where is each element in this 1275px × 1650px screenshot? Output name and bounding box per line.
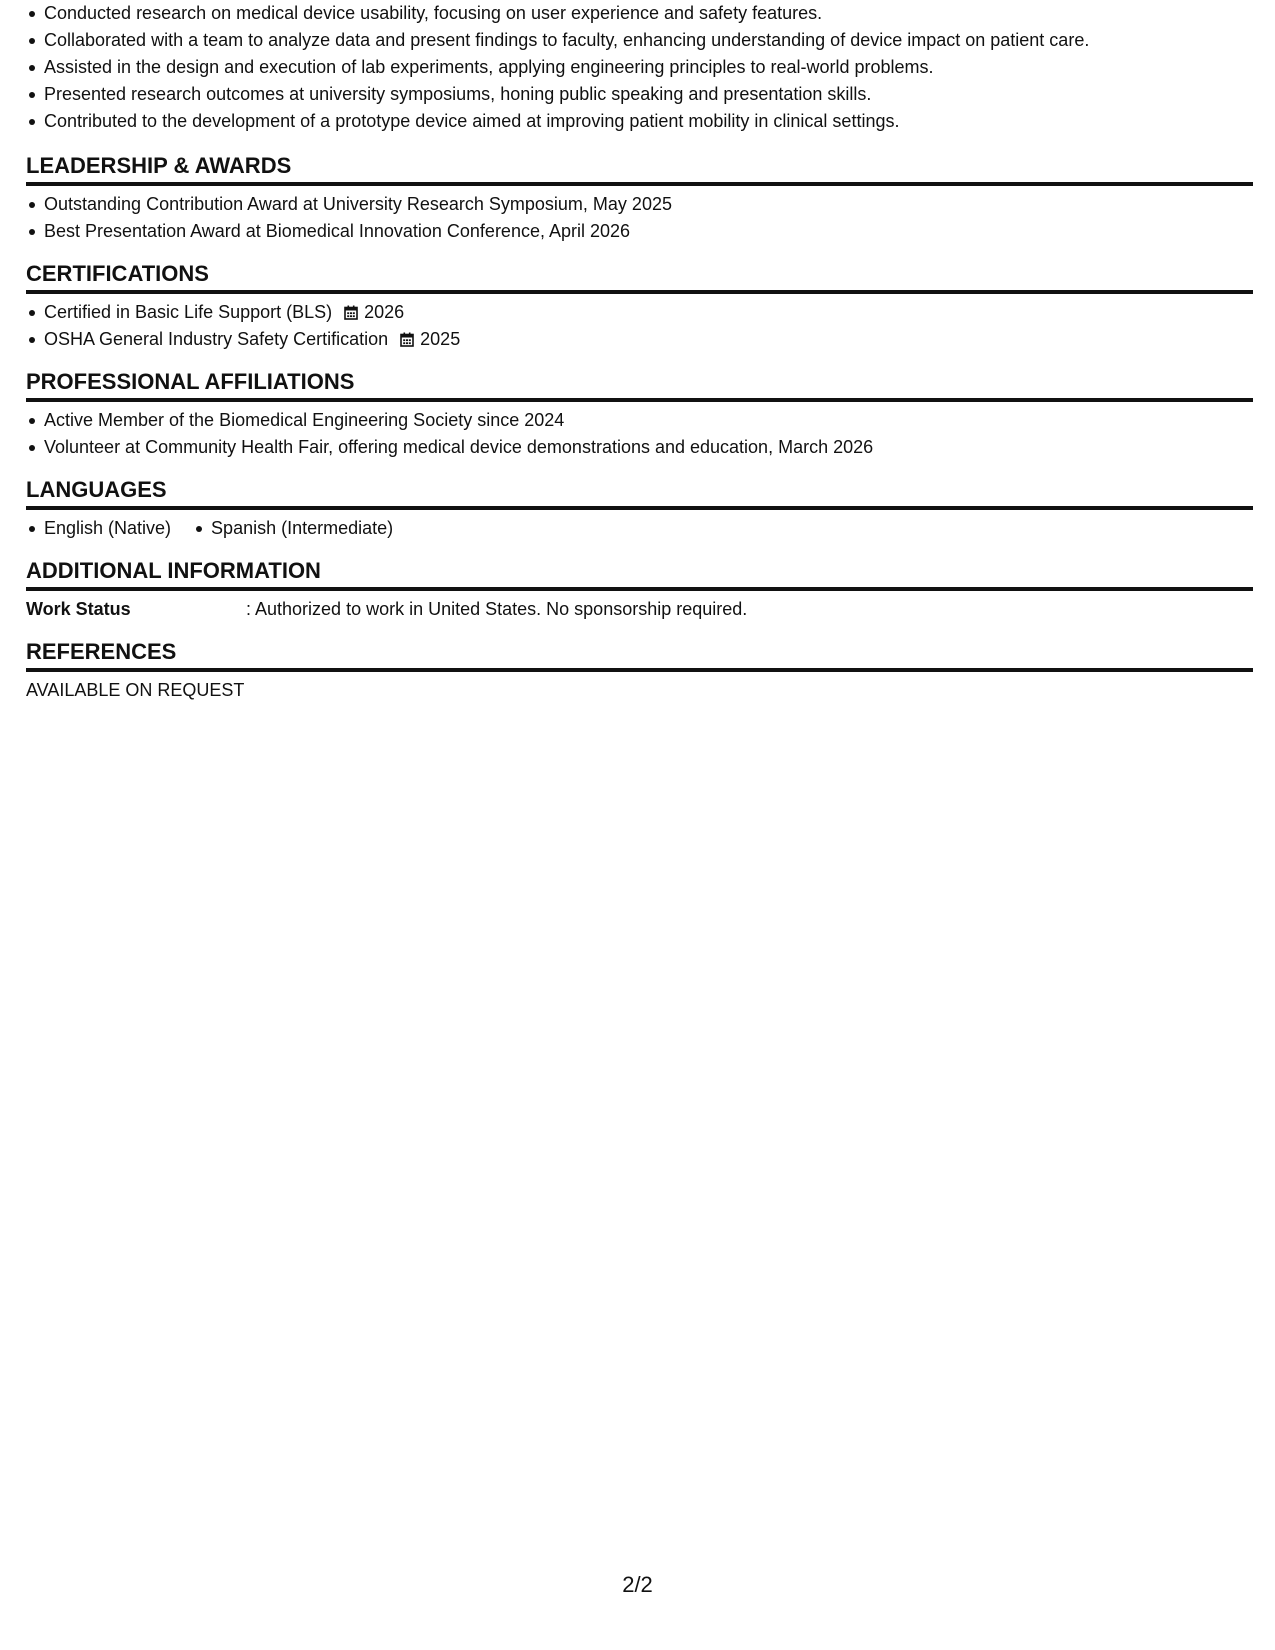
list-item: Outstanding Contribution Award at University Research Symposium, May 2025: [26, 191, 1253, 218]
list-item: Assisted in the design and execution of lab experiments, applying engineering principles to real-world problems.: [26, 54, 1253, 81]
list-item: Volunteer at Community Health Fair, offering medical device demonstrations and education, March 2026: [26, 434, 1253, 461]
section-heading: LANGUAGES: [26, 476, 1253, 510]
section-heading: ADDITIONAL INFORMATION: [26, 557, 1253, 591]
leadership-list: [26, 191, 1253, 245]
list-item: Collaborated with a team to analyze data and present findings to faculty, enhancing understanding of device impact on patient care.: [26, 27, 1253, 54]
work-status-value: : Authorized to work in United States. No sponsorship required.: [246, 599, 748, 619]
affiliations-list: [26, 407, 1253, 461]
list-item: [26, 326, 1253, 353]
affiliations-section: [26, 368, 1253, 461]
additional-info-section: [26, 557, 1253, 623]
references-text: AVAILABLE ON REQUEST: [26, 680, 245, 700]
list-item: Active Member of the Biomedical Engineering Society since 2024: [26, 407, 1253, 434]
page-number: 2/2: [622, 1572, 653, 1597]
list-item: Conducted research on medical device usability, focusing on user experience and safety features.: [26, 0, 1253, 27]
list-item: Spanish (Intermediate): [193, 515, 393, 542]
work-status-label: Work Status: [26, 599, 131, 619]
list-item: English (Native): [26, 515, 171, 542]
certification-name: OSHA General Industry Safety Certification: [44, 329, 389, 349]
languages-list: [26, 515, 1253, 542]
references-section: [26, 638, 1253, 704]
list-item: [26, 299, 1253, 326]
experience-list: [26, 0, 1253, 135]
certification-year: 2026: [364, 302, 405, 322]
certification-year: 2025: [420, 329, 461, 349]
leadership-section: [26, 152, 1253, 245]
certifications-section: [26, 260, 1253, 353]
work-status-row: [26, 596, 1253, 623]
certification-name: Certified in Basic Life Support (BLS): [44, 302, 333, 322]
resume-page: [26, 0, 1253, 704]
section-heading: PROFESSIONAL AFFILIATIONS: [26, 368, 1253, 402]
calendar-icon: [400, 332, 414, 347]
section-heading: LEADERSHIP & AWARDS: [26, 152, 1253, 186]
calendar-icon: [344, 305, 358, 320]
section-heading: REFERENCES: [26, 638, 1253, 672]
list-item: Contributed to the development of a prototype device aimed at improving patient mobility in clinical settings.: [26, 108, 1253, 135]
list-item: Presented research outcomes at university symposiums, honing public speaking and presentation skills.: [26, 81, 1253, 108]
certifications-list: [26, 299, 1253, 353]
list-item: Best Presentation Award at Biomedical Innovation Conference, April 2026: [26, 218, 1253, 245]
languages-section: [26, 476, 1253, 542]
section-heading: CERTIFICATIONS: [26, 260, 1253, 294]
